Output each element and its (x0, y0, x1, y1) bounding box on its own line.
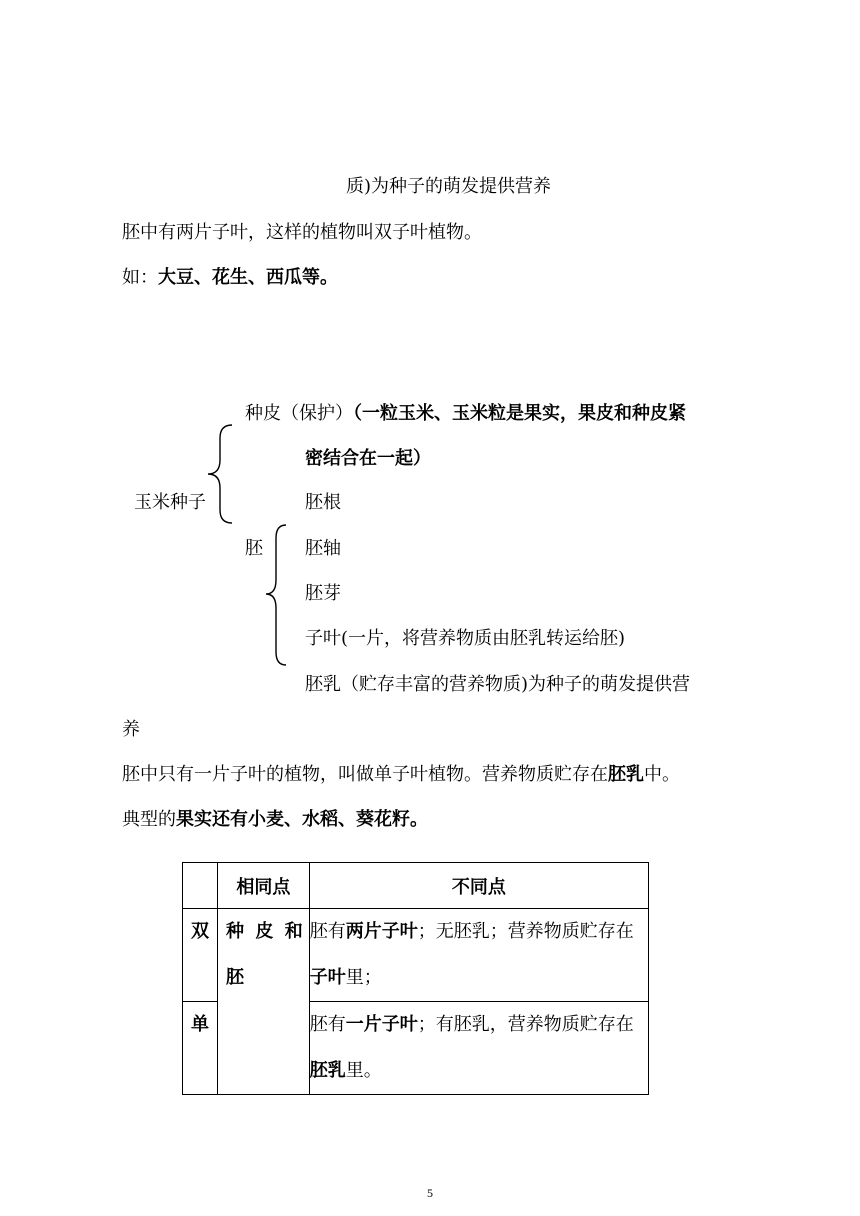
endosperm-label-wrap: 养 (122, 719, 140, 740)
typical-prefix: 典型的 (122, 809, 176, 830)
text-line-1: 质)为种子的萌发提供营养 (346, 176, 552, 197)
seed-coat-label: 种皮（保护） (245, 403, 353, 424)
embryo-brace (262, 522, 292, 668)
seed-brace (200, 422, 240, 526)
text-line-3-bold: 大豆、花生、西瓜等。 (158, 267, 338, 288)
monocot-diff-a: 胚有 (309, 1014, 346, 1035)
comparison-table (182, 862, 649, 1095)
monocot-text-2: 中。 (644, 764, 680, 785)
table-header-diff: 不同点 (309, 863, 648, 909)
row-label-monocot: 单 (183, 1002, 218, 1095)
text-line-2: 胚中有两片子叶，这样的植物叫双子叶植物。 (122, 222, 482, 243)
seed-coat-note-cont: 密结合在一起） (305, 448, 431, 469)
dicot-diff-cell (309, 909, 648, 1002)
plumule-label: 胚芽 (305, 583, 341, 604)
seed-coat-line (245, 402, 686, 426)
dicot-diff-a: 胚有 (309, 921, 346, 942)
monocot-diff-d: 胚乳 (309, 1060, 346, 1081)
monocot-diff-c: ；有胚乳，营养物质贮存在 (417, 1014, 634, 1035)
cotyledon-label: 子叶(一片，将营养物质由胚乳转运给胚) (305, 628, 626, 649)
seed-coat-note: （一粒玉米、玉米粒是果实，果皮和种皮紧 (353, 403, 686, 424)
monocot-bold: 胚乳 (608, 764, 644, 785)
table-header-same: 相同点 (217, 863, 309, 909)
table-row (183, 909, 649, 1002)
text-line-3 (122, 266, 338, 290)
text-line-3-prefix: 如： (122, 267, 158, 288)
monocot-diff-e: 里。 (345, 1060, 382, 1081)
monocot-diff-cell (309, 1002, 648, 1095)
typical-line (122, 808, 428, 832)
typical-bold: 果实还有小麦、水稻、葵花籽。 (176, 809, 428, 830)
dicot-diff-b: 两片子叶 (345, 921, 418, 942)
monocot-line (122, 763, 680, 787)
dicot-diff-e: 里； (345, 967, 382, 988)
table-header-blank (183, 863, 218, 909)
monocot-text-1: 胚中只有一片子叶的植物，叫做单子叶植物。营养物质贮存在 (122, 764, 608, 785)
monocot-diff-b: 一片子叶 (345, 1014, 418, 1035)
embryo-label: 胚 (245, 538, 263, 559)
same-value-cell (217, 909, 309, 1095)
row-label-dicot: 双 (183, 909, 218, 1002)
page-number: 5 (427, 1186, 433, 1200)
endosperm-label: 胚乳（贮存丰富的营养物质)为种子的萌发提供营 (305, 674, 691, 695)
corn-seed-label: 玉米种子 (134, 492, 206, 513)
dicot-diff-d: 子叶 (309, 967, 346, 988)
radicle-label: 胚根 (305, 492, 341, 513)
dicot-diff-c: ；无胚乳；营养物质贮存在 (417, 921, 634, 942)
same-value: 种 皮 和 胚 (225, 921, 303, 988)
table-header-row (183, 863, 649, 909)
hypocotyl-label: 胚轴 (305, 538, 341, 559)
